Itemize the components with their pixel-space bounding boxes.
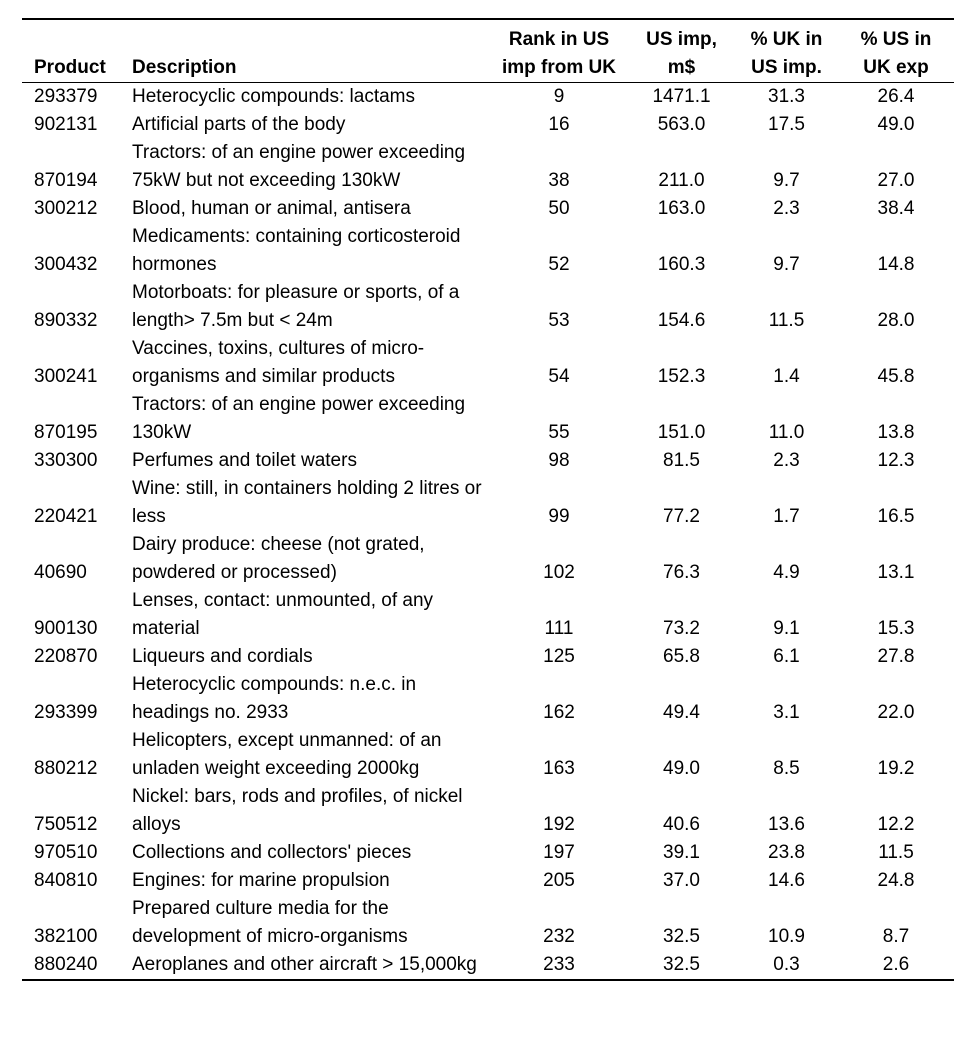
table-row bbox=[22, 447, 954, 475]
table-row bbox=[22, 867, 954, 895]
cell-description: Tractors: of an engine power exceeding 130kW bbox=[132, 394, 466, 443]
cell-uk-in-us: 2.3 bbox=[773, 450, 800, 471]
cell-us-in-uk: 28.0 bbox=[877, 310, 915, 331]
cell-uk-in-us: 14.6 bbox=[768, 870, 805, 891]
trade-table-container bbox=[22, 18, 954, 981]
cell-us-imp: 49.0 bbox=[663, 758, 700, 779]
cell-rank: 233 bbox=[543, 954, 575, 975]
cell-us-imp: 151.0 bbox=[657, 422, 706, 443]
cell-product: 300212 bbox=[34, 198, 98, 219]
cell-description: Aeroplanes and other aircraft > 15,000kg bbox=[132, 954, 477, 975]
cell-us-in-uk: 26.4 bbox=[877, 86, 915, 107]
cell-us-imp: 73.2 bbox=[663, 618, 700, 639]
cell-product: 890332 bbox=[34, 310, 98, 331]
cell-us-in-uk: 14.8 bbox=[877, 254, 915, 275]
table-row bbox=[22, 335, 954, 391]
cell-us-in-uk: 22.0 bbox=[877, 702, 915, 723]
cell-us-imp: 49.4 bbox=[663, 702, 700, 723]
cell-us-imp: 32.5 bbox=[663, 926, 700, 947]
cell-uk-in-us: 11.0 bbox=[768, 422, 805, 443]
cell-rank: 162 bbox=[543, 702, 575, 723]
table-row bbox=[22, 139, 954, 195]
table-row bbox=[22, 223, 954, 279]
cell-product: 970510 bbox=[34, 842, 98, 863]
header-rank bbox=[490, 19, 628, 83]
header-us-imp-line2: m$ bbox=[667, 57, 696, 78]
cell-description: Heterocyclic compounds: lactams bbox=[132, 86, 415, 107]
cell-uk-in-us: 17.5 bbox=[768, 114, 805, 135]
cell-us-in-uk: 2.6 bbox=[882, 954, 910, 975]
cell-rank: 99 bbox=[548, 506, 570, 527]
cell-product: 870194 bbox=[34, 170, 98, 191]
cell-uk-in-us: 6.1 bbox=[773, 646, 800, 667]
table-row bbox=[22, 839, 954, 867]
cell-rank: 197 bbox=[543, 842, 575, 863]
cell-uk-in-us: 13.6 bbox=[768, 814, 805, 835]
trade-table bbox=[22, 18, 954, 981]
table-row bbox=[22, 391, 954, 447]
cell-rank: 98 bbox=[548, 450, 570, 471]
table-row bbox=[22, 671, 954, 727]
cell-us-imp: 76.3 bbox=[663, 562, 700, 583]
cell-rank: 55 bbox=[548, 422, 570, 443]
header-us-in-uk-line1: % US in bbox=[860, 29, 932, 50]
cell-uk-in-us: 9.1 bbox=[773, 618, 800, 639]
table-row bbox=[22, 643, 954, 671]
cell-product: 220870 bbox=[34, 646, 98, 667]
cell-us-in-uk: 16.5 bbox=[877, 506, 915, 527]
cell-uk-in-us: 1.7 bbox=[773, 506, 800, 527]
cell-uk-in-us: 11.5 bbox=[768, 310, 805, 331]
table-row bbox=[22, 475, 954, 531]
cell-uk-in-us: 0.3 bbox=[773, 954, 800, 975]
cell-description: Tractors: of an engine power exceeding 75kW but not exceeding 130kW bbox=[132, 142, 466, 191]
cell-us-in-uk: 49.0 bbox=[877, 114, 915, 135]
header-uk-in-us-line1: % UK in bbox=[750, 29, 823, 50]
cell-us-imp: 1471.1 bbox=[652, 86, 711, 107]
cell-us-in-uk: 38.4 bbox=[877, 198, 915, 219]
table-row bbox=[22, 727, 954, 783]
table-row bbox=[22, 279, 954, 335]
cell-description: Perfumes and toilet waters bbox=[132, 450, 357, 471]
cell-rank: 163 bbox=[543, 758, 575, 779]
cell-us-in-uk: 24.8 bbox=[877, 870, 915, 891]
cell-description: Wine: still, in containers holding 2 litres or less bbox=[132, 478, 482, 527]
cell-description: Vaccines, toxins, cultures of micro-organisms and similar products bbox=[132, 338, 425, 387]
cell-uk-in-us: 31.3 bbox=[768, 86, 805, 107]
cell-product: 870195 bbox=[34, 422, 98, 443]
cell-product: 293379 bbox=[34, 86, 98, 107]
cell-us-in-uk: 45.8 bbox=[877, 366, 915, 387]
cell-us-imp: 154.6 bbox=[657, 310, 706, 331]
cell-product: 330300 bbox=[34, 450, 98, 471]
table-row bbox=[22, 783, 954, 839]
cell-uk-in-us: 10.9 bbox=[768, 926, 805, 947]
header-us-in-uk-line2: UK exp bbox=[863, 57, 929, 78]
cell-description: Heterocyclic compounds: n.e.c. in headings no. 2933 bbox=[132, 674, 417, 723]
cell-rank: 9 bbox=[553, 86, 565, 107]
cell-product: 902131 bbox=[34, 114, 98, 135]
cell-us-imp: 163.0 bbox=[657, 198, 706, 219]
cell-us-imp: 39.1 bbox=[663, 842, 700, 863]
cell-us-imp: 32.5 bbox=[663, 954, 700, 975]
cell-product: 880240 bbox=[34, 954, 98, 975]
cell-us-imp: 160.3 bbox=[657, 254, 706, 275]
cell-description: Helicopters, except unmanned: of an unladen weight exceeding 2000kg bbox=[132, 730, 442, 779]
cell-rank: 50 bbox=[548, 198, 570, 219]
cell-description: Blood, human or animal, antisera bbox=[132, 198, 411, 219]
cell-rank: 52 bbox=[548, 254, 570, 275]
cell-product: 840810 bbox=[34, 870, 98, 891]
table-body bbox=[22, 83, 954, 981]
cell-us-in-uk: 19.2 bbox=[877, 758, 915, 779]
cell-product: 880212 bbox=[34, 758, 98, 779]
cell-us-imp: 40.6 bbox=[663, 814, 700, 835]
cell-us-in-uk: 12.3 bbox=[877, 450, 915, 471]
cell-description: Engines: for marine propulsion bbox=[132, 870, 390, 891]
table-row bbox=[22, 195, 954, 223]
cell-us-imp: 37.0 bbox=[663, 870, 700, 891]
cell-description: Prepared culture media for the development of micro-organisms bbox=[132, 898, 408, 947]
cell-description: Nickel: bars, rods and profiles, of nickel alloys bbox=[132, 786, 463, 835]
table-header bbox=[22, 19, 954, 83]
table-row bbox=[22, 587, 954, 643]
cell-us-in-uk: 13.8 bbox=[877, 422, 915, 443]
cell-product: 750512 bbox=[34, 814, 98, 835]
cell-rank: 38 bbox=[548, 170, 570, 191]
cell-us-in-uk: 13.1 bbox=[877, 562, 915, 583]
table-row bbox=[22, 83, 954, 112]
cell-uk-in-us: 23.8 bbox=[768, 842, 805, 863]
cell-description: Collections and collectors' pieces bbox=[132, 842, 412, 863]
cell-rank: 192 bbox=[543, 814, 575, 835]
cell-description: Medicaments: containing corticosteroid hormones bbox=[132, 226, 461, 275]
cell-description: Liqueurs and cordials bbox=[132, 646, 313, 667]
cell-us-imp: 211.0 bbox=[658, 170, 705, 191]
header-uk-in-us-line2: US imp. bbox=[751, 57, 822, 78]
cell-product: 900130 bbox=[34, 618, 98, 639]
cell-description: Artificial parts of the body bbox=[132, 114, 346, 135]
cell-uk-in-us: 4.9 bbox=[773, 562, 800, 583]
cell-us-in-uk: 27.0 bbox=[877, 170, 915, 191]
cell-us-imp: 81.5 bbox=[663, 450, 700, 471]
header-us-imp-line1: US imp, bbox=[646, 29, 717, 50]
cell-uk-in-us: 3.1 bbox=[773, 702, 800, 723]
cell-us-in-uk: 8.7 bbox=[882, 926, 910, 947]
cell-rank: 205 bbox=[543, 870, 575, 891]
cell-rank: 232 bbox=[543, 926, 575, 947]
header-rank-line1: Rank in US bbox=[508, 29, 610, 50]
cell-uk-in-us: 1.4 bbox=[773, 366, 800, 387]
header-product: Product bbox=[22, 19, 132, 83]
cell-us-imp: 65.8 bbox=[663, 646, 700, 667]
header-rank-line2: imp from UK bbox=[502, 57, 616, 78]
header-uk-in-us bbox=[735, 19, 838, 83]
cell-us-imp: 152.3 bbox=[657, 366, 706, 387]
cell-product: 40690 bbox=[34, 562, 87, 583]
cell-product: 300241 bbox=[34, 366, 98, 387]
table-row bbox=[22, 531, 954, 587]
cell-product: 300432 bbox=[34, 254, 98, 275]
header-us-in-uk bbox=[838, 19, 954, 83]
cell-us-imp: 77.2 bbox=[663, 506, 700, 527]
cell-product: 220421 bbox=[34, 506, 98, 527]
cell-uk-in-us: 9.7 bbox=[773, 170, 800, 191]
cell-rank: 54 bbox=[548, 366, 570, 387]
cell-us-imp: 563.0 bbox=[657, 114, 706, 135]
cell-uk-in-us: 8.5 bbox=[773, 758, 800, 779]
header-description: Description bbox=[132, 19, 490, 83]
cell-rank: 16 bbox=[548, 114, 570, 135]
header-row bbox=[22, 19, 954, 83]
header-us-imp bbox=[628, 19, 735, 83]
table-row bbox=[22, 895, 954, 951]
cell-product: 382100 bbox=[34, 926, 98, 947]
cell-rank: 111 bbox=[544, 618, 574, 639]
cell-rank: 125 bbox=[543, 646, 575, 667]
cell-rank: 53 bbox=[548, 310, 570, 331]
cell-uk-in-us: 9.7 bbox=[773, 254, 800, 275]
table-row bbox=[22, 111, 954, 139]
cell-us-in-uk: 12.2 bbox=[877, 814, 915, 835]
cell-us-in-uk: 15.3 bbox=[877, 618, 915, 639]
cell-product: 293399 bbox=[34, 702, 98, 723]
cell-description: Dairy produce: cheese (not grated, powdered or processed) bbox=[132, 534, 425, 583]
cell-uk-in-us: 2.3 bbox=[773, 198, 800, 219]
cell-description: Motorboats: for pleasure or sports, of a length> 7.5m but < 24m bbox=[132, 282, 460, 331]
cell-description: Lenses, contact: unmounted, of any material bbox=[132, 590, 434, 639]
cell-us-in-uk: 11.5 bbox=[878, 842, 914, 863]
cell-us-in-uk: 27.8 bbox=[877, 646, 915, 667]
cell-rank: 102 bbox=[543, 562, 575, 583]
table-row bbox=[22, 951, 954, 980]
